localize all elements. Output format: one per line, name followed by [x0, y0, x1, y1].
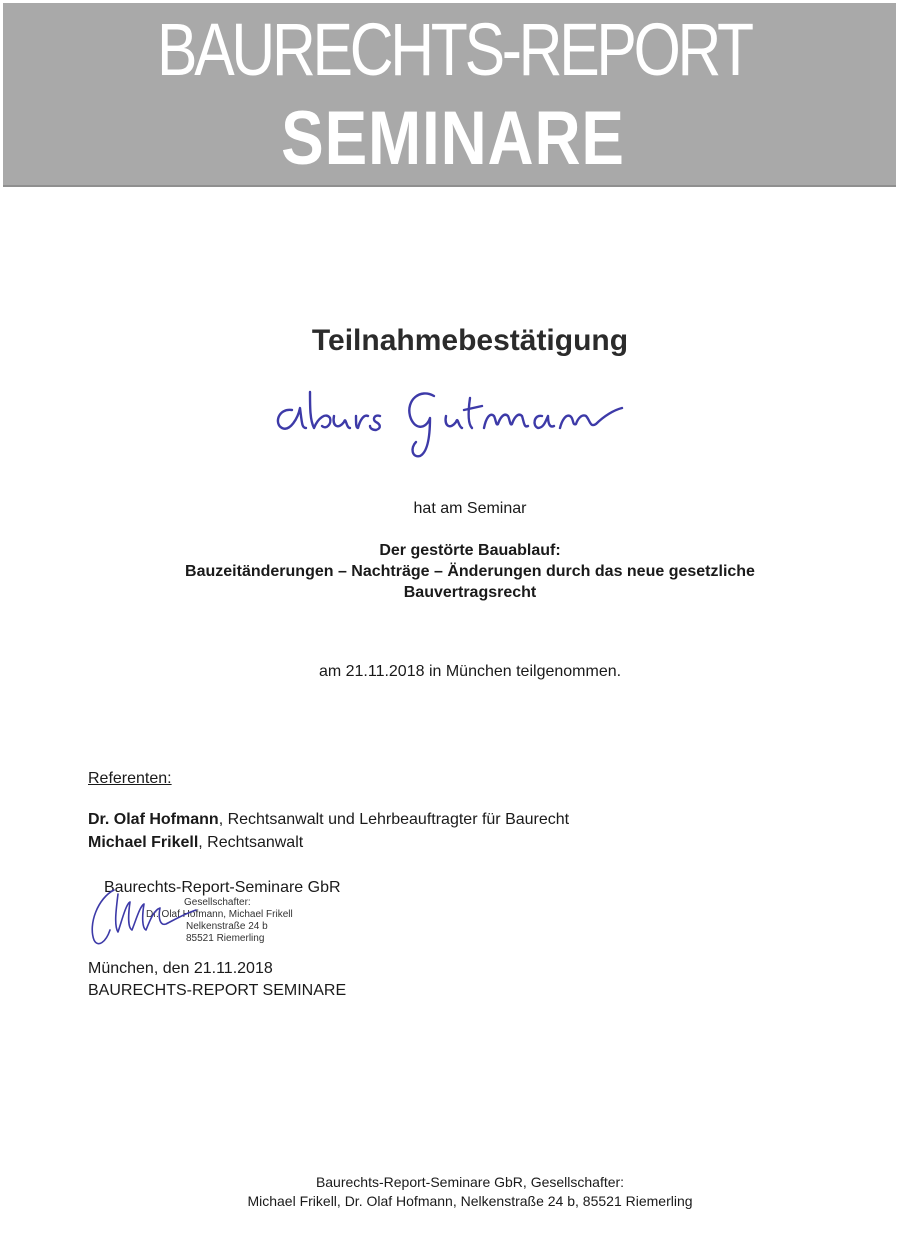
attendance-date: am 21.11.2018 in München teilgenommen.: [318, 663, 622, 680]
speaker-role: , Rechtsanwalt und Lehrbeauftragter für Baurecht: [218, 811, 570, 828]
intro-text: hat am Seminar: [413, 500, 527, 517]
speakers-heading: Referenten:: [88, 770, 172, 787]
speaker-name: Dr. Olaf Hofmann: [88, 811, 219, 828]
seminar-title-line1: Der gestörte Bauablauf:: [379, 542, 561, 559]
header-subtitle: SEMINARE: [281, 96, 625, 181]
stamp-line: 85521 Riemerling: [186, 933, 265, 944]
participant-signature: [270, 372, 650, 462]
footer: [0, 1173, 900, 1211]
header-title: BAURECHTS-REPORT: [157, 8, 751, 91]
stamp-line: Nelkenstraße 24 b: [186, 921, 268, 932]
certificate-title: Teilnahmebestätigung: [311, 324, 629, 357]
footer-line2: Michael Frikell, Dr. Olaf Hofmann, Nelkenstraße 24 b, 85521 Riemerling: [247, 1193, 693, 1209]
speaker-name: Michael Frikell: [88, 834, 199, 851]
footer-line1: Baurechts-Report-Seminare GbR, Gesellschafter:: [315, 1174, 625, 1190]
signoff-company: BAURECHTS-REPORT SEMINARE: [88, 982, 347, 999]
stamp-title: Baurechts-Report-Seminare GbR: [104, 879, 341, 896]
handwritten-signature: [84, 880, 204, 950]
speaker-item: [88, 834, 303, 852]
seminar-title: [0, 540, 900, 603]
seminar-title-line3: Bauvertragsrecht: [403, 584, 537, 601]
speaker-role: , Rechtsanwalt: [198, 834, 304, 851]
seminar-title-line2: Bauzeitänderungen – Nachträge – Änderungen durch das neue gesetzliche: [185, 563, 755, 580]
stamp-line: Dr. Olaf Hofmann, Michael Frikell: [146, 909, 293, 920]
signoff-place-date: München, den 21.11.2018: [88, 960, 273, 977]
speaker-item: [88, 811, 569, 829]
header-banner: [3, 3, 896, 187]
stamp-line: Gesellschafter:: [184, 897, 251, 908]
